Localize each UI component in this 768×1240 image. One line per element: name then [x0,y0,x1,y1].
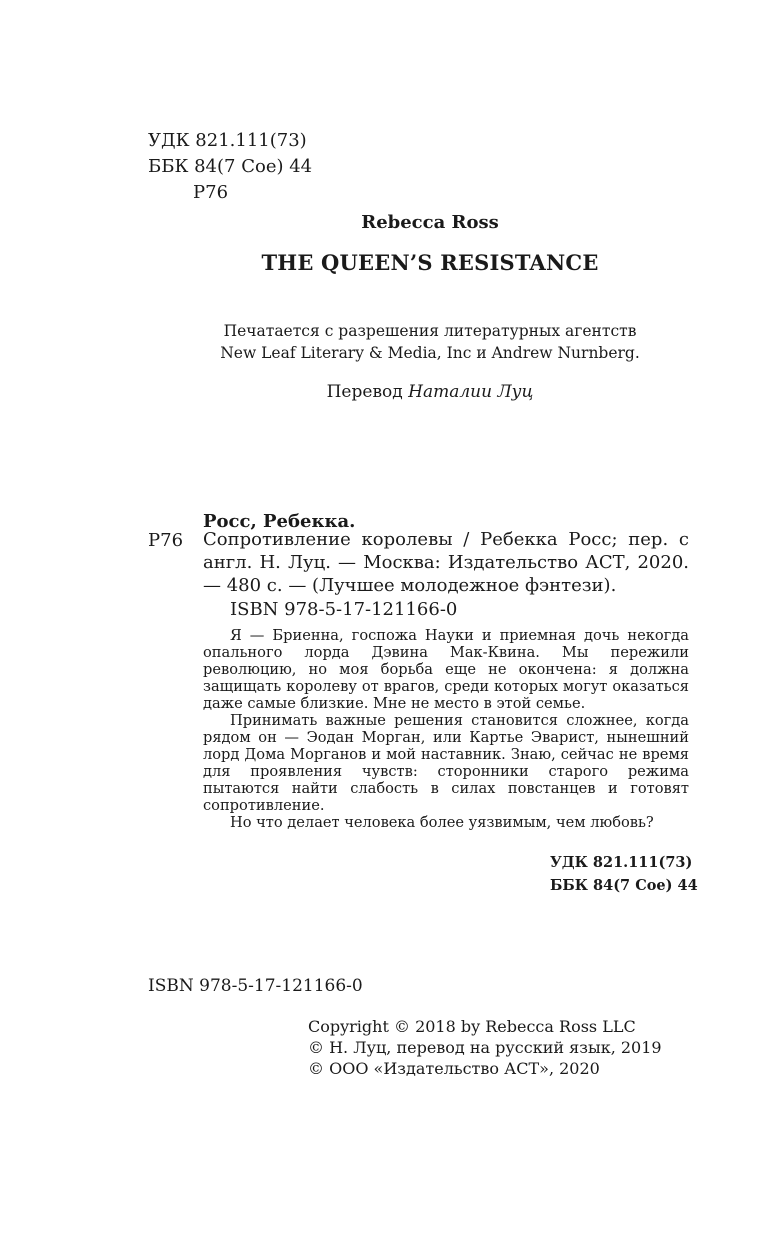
author-mark: Р76 [193,182,229,203]
annotation-paragraph: Я — Бриенна, госпожа Науки и приемная дочь некогда опального лорда Дэвина Мак-Квина. Мы пережили революцию, но моя борьба еще не окончена: я должна защищать королеву от врагов, среди которых могут оказаться даже самые близкие. Мне не место в этой семье. [203,627,689,712]
copyright-block [308,1016,662,1079]
copyright-line: © ООО «Издательство АСТ», 2020 [308,1059,600,1078]
copyright-line: © Н. Луц, перевод на русский язык, 2019 [308,1038,662,1057]
rights-line-1: Печатается с разрешения литературных агентств [223,322,637,340]
annotation-paragraph: Но что делает человека более уязвимым, чем любовь? [230,814,654,831]
catalog-bbk: ББК 84(7 Сое) 44 [550,877,698,894]
isbn: ISBN 978-5-17-121166-0 [148,976,363,996]
translator-credit [0,382,768,402]
translator-name: Наталии Луц [408,382,534,402]
original-title: THE QUEEN’S RESISTANCE [261,250,599,275]
catalog-isbn: ISBN 978-5-17-121166-0 [230,599,458,620]
translator-prefix: Перевод [326,382,409,402]
copyright-line: Copyright © 2018 by Rebecca Ross LLC [308,1017,636,1036]
catalog-udk: УДК 821.111(73) [550,854,693,871]
bbk-code: ББК 84(7 Сое) 44 [148,156,313,177]
rights-line-2: New Leaf Literary & Media, Inc и Andrew Nurnberg. [220,344,640,362]
annotation [203,627,689,831]
udk-code: УДК 821.111(73) [148,130,307,151]
catalog-author: Росс, Ребекка. [203,511,356,532]
catalog-author-mark: Р76 [148,530,184,551]
catalog-classification [550,851,698,897]
original-author: Rebecca Ross [361,212,499,233]
classification-block [148,128,312,206]
catalog-description: Сопротивление королевы / Ребекка Росс; пер. с англ. Н. Луц. — Москва: Издательство АСТ, 2020. — 480 с. — (Лучшее молодежное фэнтези). [203,529,689,596]
annotation-paragraph: Принимать важные решения становится сложнее, когда рядом он — Эодан Морган, или Картье Эварист, нынешний лорд Дома Морганов и мой наставник. Знаю, сейчас не время для проявления чувств: сторонники старого режима пытаются найти слабость в силах повстанцев и готовят сопротивление. [203,712,689,814]
rights-notice [0,320,768,364]
